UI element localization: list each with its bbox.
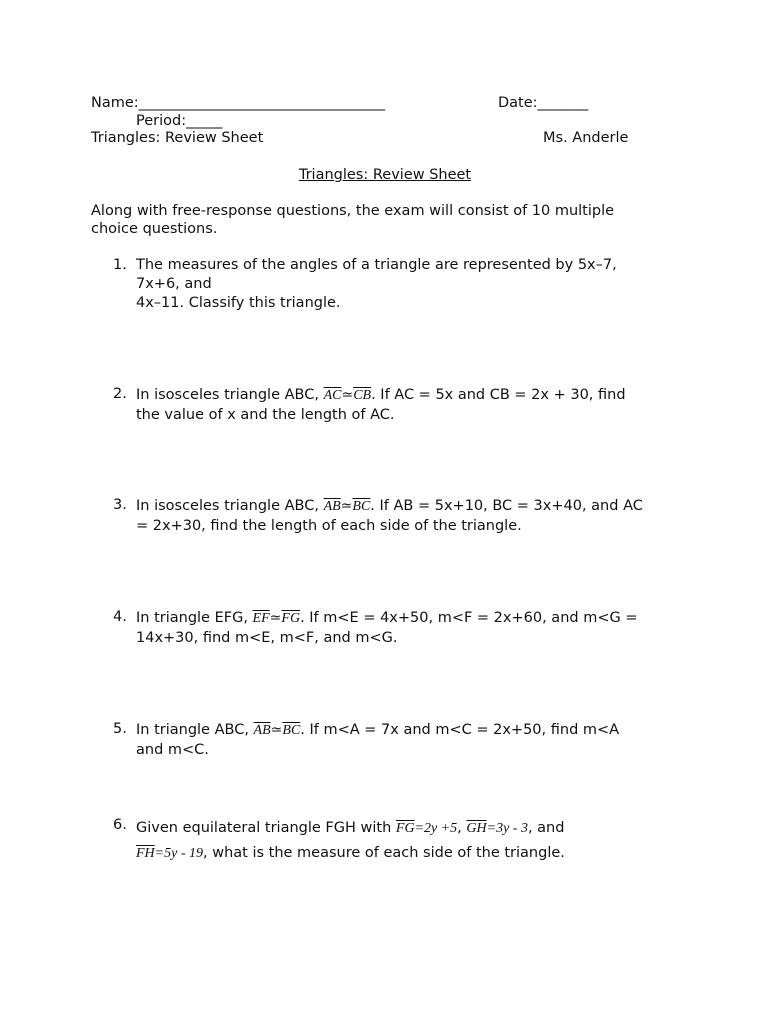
question-number: 5. [113, 721, 127, 737]
question-text: . If m<A = 7x and m<C = 2x+50, find m<A [300, 722, 620, 738]
question-text: , [457, 820, 462, 836]
question-text-line: The measures of the angles of a triangle are represented by 5x–7, [136, 257, 617, 273]
question-text-line: 14x+30, find m<E, m<F, and m<G. [136, 630, 398, 646]
question-number: 6. [113, 817, 127, 833]
question-text: In isosceles triangle ABC, [136, 387, 319, 403]
period-field-label: Period:_____ [136, 113, 223, 129]
congruent-symbol: ≃ [269, 611, 282, 626]
name-field-label: Name:__________________________________ [91, 95, 386, 111]
intro-line-2: choice questions. [91, 221, 218, 237]
header-sheet-title: Triangles: Review Sheet [91, 130, 264, 146]
date-field-label: Date:_______ [498, 95, 589, 111]
question-text-line: 4x–11. Classify this triangle. [136, 295, 341, 311]
question-text: In isosceles triangle ABC, [136, 498, 319, 514]
segment-notation: $\overline{FG}$ [281, 611, 301, 626]
page-title: Triangles: Review Sheet [298, 167, 472, 183]
congruent-symbol: ≃ [341, 388, 354, 403]
question-number: 4. [113, 609, 127, 625]
question-text: In triangle EFG, [136, 610, 248, 626]
question-text: . If AB = 5x+10, BC = 3x+40, and AC [370, 498, 643, 514]
segment-notation: $\overline{GH}$ [466, 821, 487, 836]
equation-expression: =5y - 19 [154, 846, 203, 861]
question-text: In triangle ABC, [136, 722, 249, 738]
question-text-line: the value of x and the length of AC. [136, 407, 395, 423]
intro-line-1: Along with free-response questions, the exam will consist of 10 multiple [91, 203, 615, 219]
segment-notation: $\overline{FH}$ [136, 846, 155, 861]
question-text-line: and m<C. [136, 742, 209, 758]
question-number: 1. [113, 257, 127, 273]
segment-notation: $\overline{BC}$ [282, 723, 301, 738]
question-text-line: 7x+6, and [136, 276, 212, 292]
question-text-line: = 2x+30, find the length of each side of the triangle. [136, 518, 522, 534]
equation-expression: =2y +5 [414, 821, 458, 836]
question-number: 2. [113, 386, 127, 402]
segment-notation: $\overline{CB}$ [353, 388, 372, 403]
question-text: , and [527, 820, 565, 836]
segment-notation: $\overline{BC}$ [352, 499, 371, 514]
congruent-symbol: ≃ [270, 723, 283, 738]
teacher-name: Ms. Anderle [543, 130, 629, 146]
question-text: . If AC = 5x and CB = 2x + 30, find [371, 387, 626, 403]
question-text: . If m<E = 4x+50, m<F = 2x+60, and m<G = [300, 610, 638, 626]
segment-notation: $\overline{AB}$ [323, 499, 341, 514]
segment-notation: $\overline{AC}$ [323, 388, 342, 403]
segment-notation: $\overline{AB}$ [253, 723, 271, 738]
segment-notation: $\overline{EF}$ [252, 611, 270, 626]
equation-expression: =3y - 3 [486, 821, 528, 836]
question-text: Given equilateral triangle FGH with [136, 820, 392, 836]
question-number: 3. [113, 497, 127, 513]
segment-notation: $\overline{FG}$ [395, 821, 415, 836]
question-text: , what is the measure of each side of the triangle. [203, 845, 565, 861]
congruent-symbol: ≃ [340, 499, 353, 514]
